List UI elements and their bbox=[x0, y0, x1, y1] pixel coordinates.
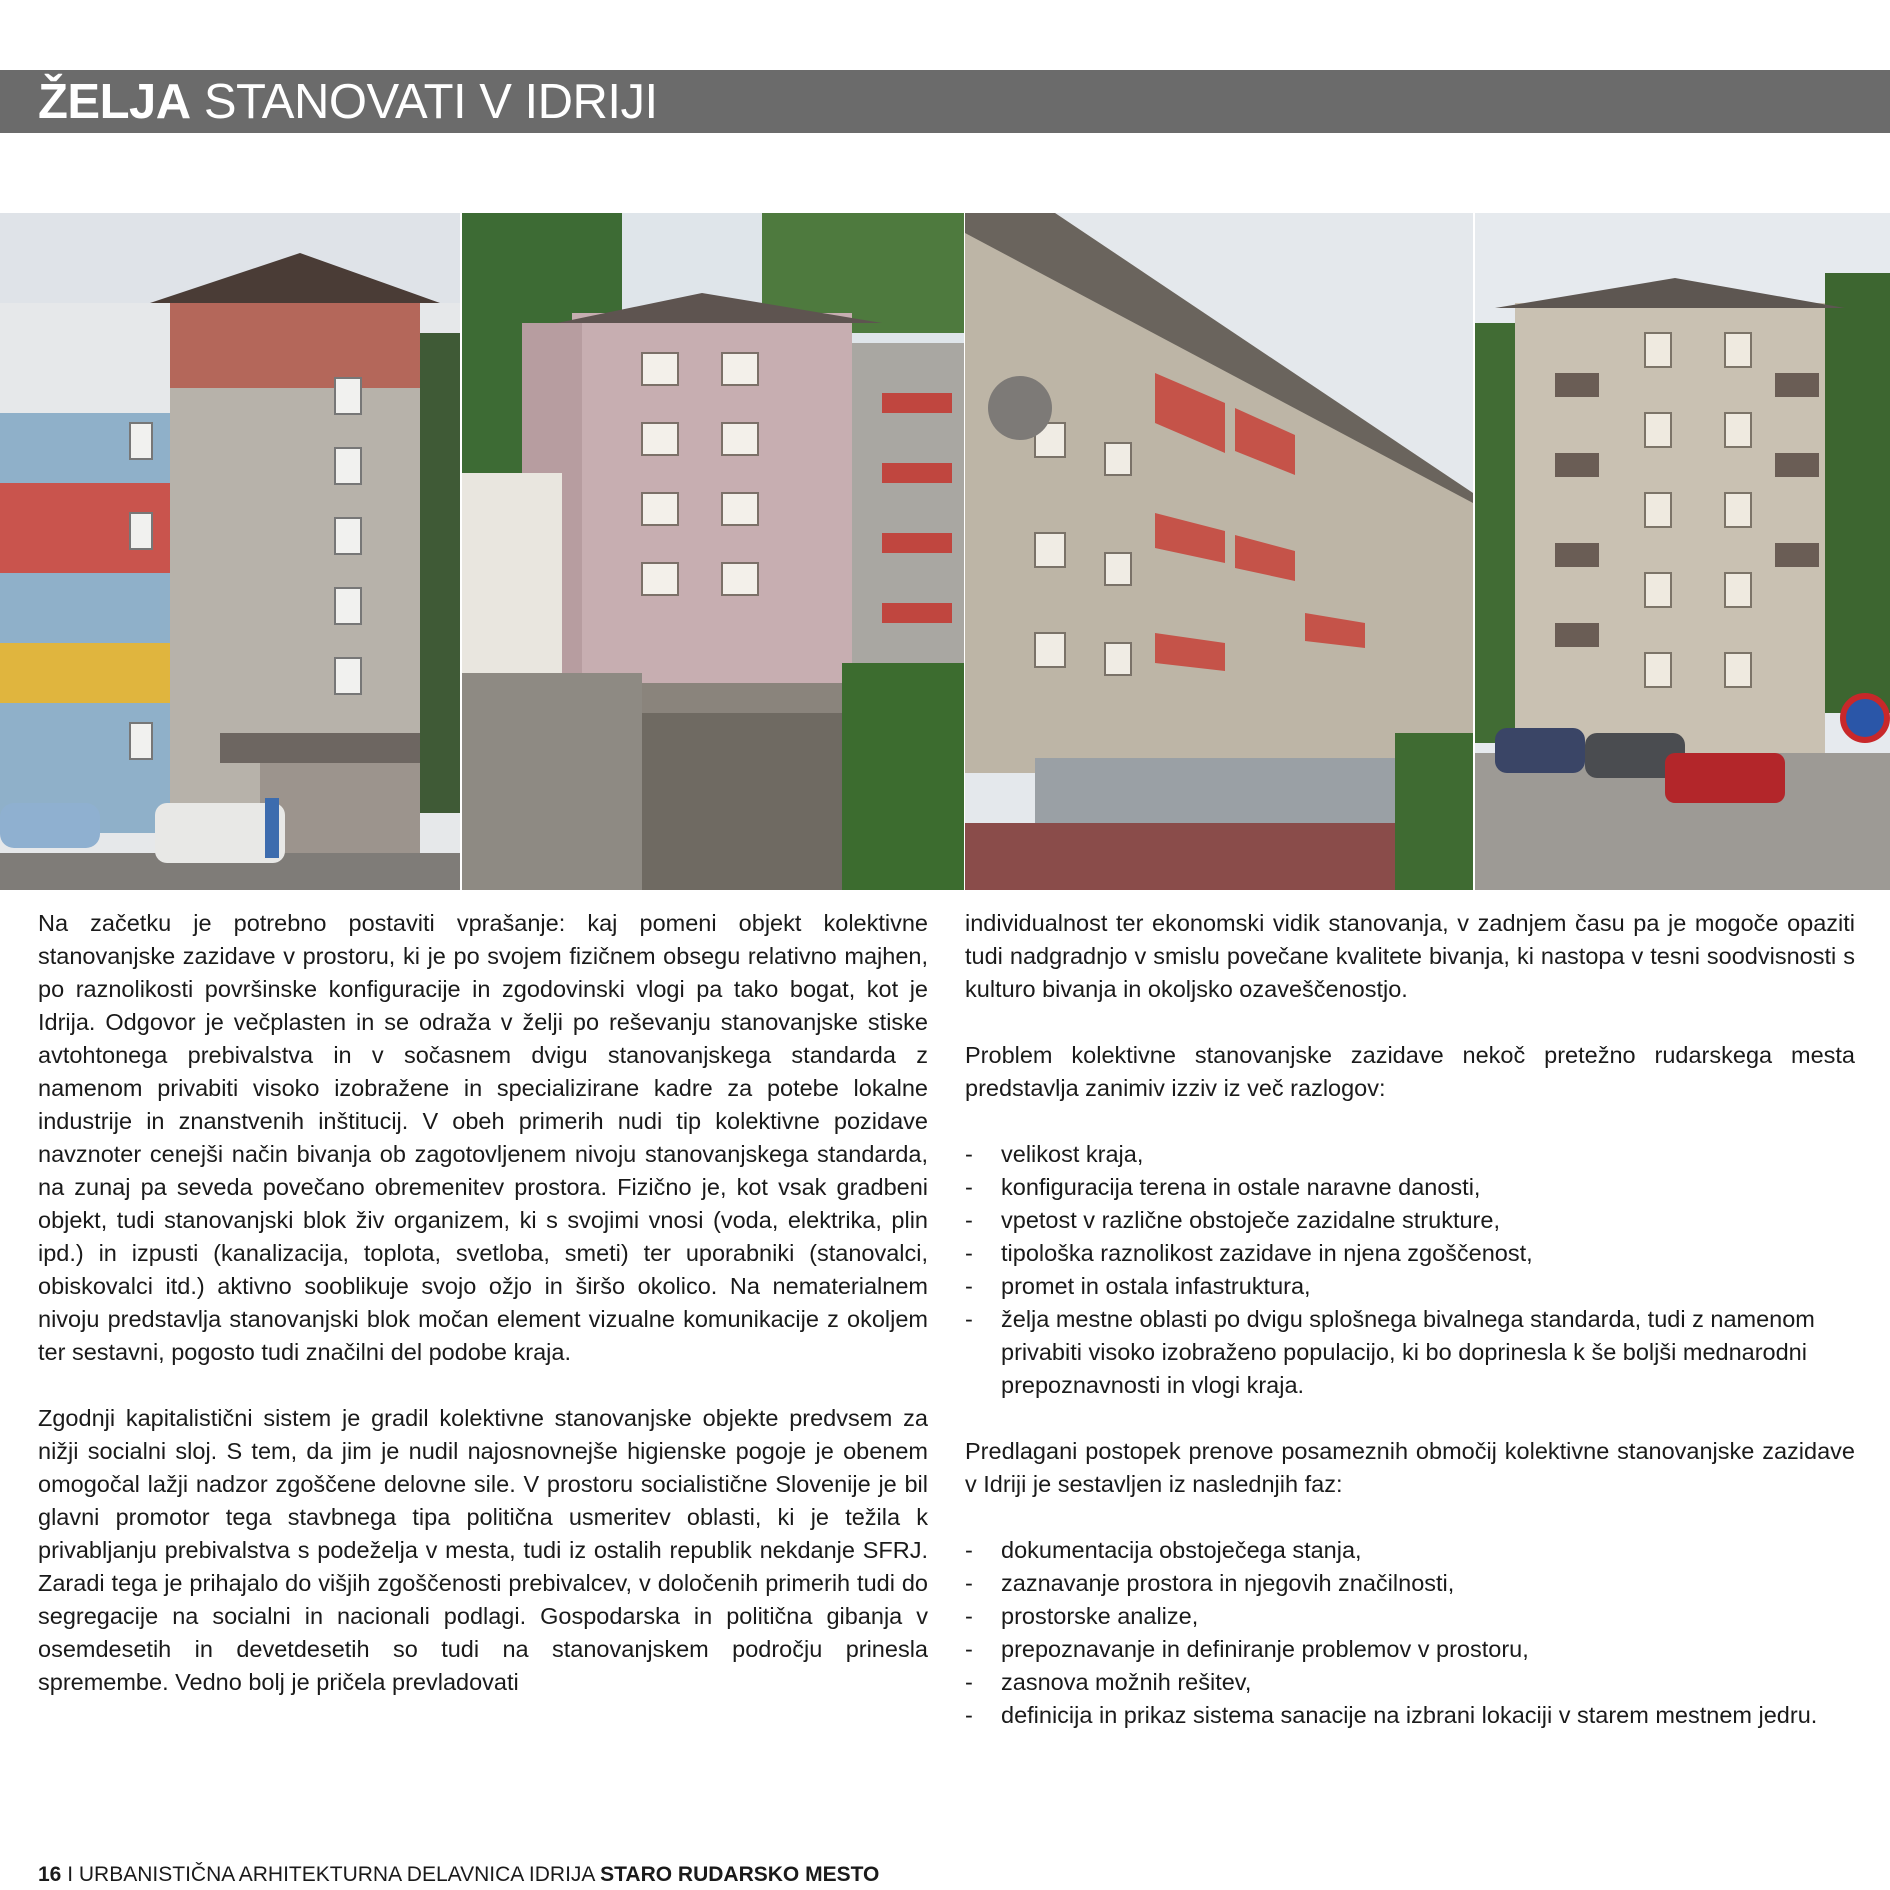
list-item: - konfiguracija terena in ostale naravne danosti, bbox=[965, 1174, 1481, 1200]
title-bold: ŽELJA bbox=[38, 75, 191, 129]
list-item: - promet in ostala infastruktura, bbox=[965, 1273, 1311, 1299]
footer-separator: I bbox=[67, 1863, 74, 1886]
reasons-list bbox=[965, 1138, 1855, 1402]
list-item: - velikost kraja, bbox=[965, 1141, 1144, 1167]
paragraph-intro: Na začetku je potrebno postaviti vprašanje: kaj pomeni objekt kolektivne stanovanjske zazidave v prostoru, ki je po svojem fizičnem obsegu relativno majhen, po raznolikosti površinske konfiguracije in zgodovinski vlogi pa tako bogat, kot je Idrija. Odgovor je večplasten in se odraža v želji po reševanju stanovanjske stiske avtohtonega prebivalstva in v sočasnem dvigu stanovanjskega standarda z namenom privabiti visoko izobražene in specializirane kadre za potebe lokalne industrije in znanstvenih inštitucij. V obeh primerih nudi tip kolektivne pozidave navznoter cenejši način bivanja ob zagotovljenem nivoju stanovanjskega standarda, na zunaj pa seveda povečano obremenitev prostora. Fizično je, kot vsak gradbeni objekt, tudi stanovanjski blok živ organizem, ki s svojimi vnosi (voda, elektrika, plin ipd.) in izpusti (kanalizacija, toplota, svetloba, smeti) ter uporabniki (stanovalci, obiskovalci itd.) aktivno sooblikuje svojo ožjo in širšo okolico. Na nematerialnem nivoju predstavlja stanovanjski blok močan element vizualne komunikacije z okoljem ter sestavni, pogosto tudi značilni del podobe kraja. bbox=[38, 910, 928, 1365]
list-item: - tipološka raznolikost zazidave in njena zgoščenost, bbox=[965, 1240, 1533, 1266]
photo-residential-block-1 bbox=[0, 213, 460, 890]
list-item: - zasnova možnih rešitev, bbox=[965, 1669, 1252, 1695]
page-footer bbox=[38, 1863, 879, 1887]
footer-workshop: URBANISTIČNA ARHITEKTURNA DELAVNICA IDRIJA bbox=[78, 1863, 595, 1886]
photo-residential-block-2 bbox=[462, 213, 964, 890]
footer-title: STARO RUDARSKO MESTO bbox=[600, 1863, 880, 1886]
title-bar bbox=[0, 70, 1890, 133]
photo-strip bbox=[0, 213, 1890, 890]
left-column bbox=[38, 907, 928, 1699]
list-item: - prepoznavanje in definiranje problemov v prostoru, bbox=[965, 1636, 1529, 1662]
photo-residential-block-3 bbox=[965, 213, 1473, 890]
list-item: - dokumentacija obstoječega stanja, bbox=[965, 1537, 1362, 1563]
paragraph-continued: individualnost ter ekonomski vidik stanovanja, v zadnjem času pa je mogoče opaziti tudi nadgradnjo v smislu povečane kvalitete bivanja, ki nastopa v tesni soodvisnosti s kulturo bivanja in okoljsko ozaveščenostjo. bbox=[965, 910, 1855, 1002]
page-number: 16 bbox=[38, 1863, 62, 1886]
photo-residential-block-4 bbox=[1475, 213, 1890, 890]
paragraph-problem: Problem kolektivne stanovanjske zazidave nekoč pretežno rudarskega mesta predstavlja zanimiv izziv iz več razlogov: bbox=[965, 1042, 1855, 1101]
list-item: - prostorske analize, bbox=[965, 1603, 1199, 1629]
list-item: - definicija in prikaz sistema sanacije na izbrani lokaciji v starem mestnem jedru. bbox=[965, 1702, 1818, 1728]
right-column bbox=[965, 907, 1855, 1732]
paragraph-history: Zgodnji kapitalistični sistem je gradil kolektivne stanovanjske objekte predvsem za nižji socialni sloj. S tem, da jim je nudil najosnovnejše higienske pogoje je obenem omogočal lažji nadzor zgoščene delovne sile. V prostoru socialistične Slovenije je bil glavni promotor tega stavbnega tipa politična usmeritev oblasti, ki je težila k privabljanju prebivalstva s podeželja v mesta, tudi iz ostalih republik nekdanje SFRJ. Zaradi tega je prihajalo do višjih zgoščenosti prebivalcev, v določenih primerih tudi do segregacije na socialni in nacionali podlagi. Gospodarska in politična gibanja v osemdesetih in devetdesetih so tudi na stanovanjskem področju prinesla spremembe. Vedno bolj je pričela prevladovati bbox=[38, 1405, 928, 1695]
list-item: - vpetost v različne obstoječe zazidalne strukture, bbox=[965, 1207, 1500, 1233]
paragraph-procedure: Predlagani postopek prenove posameznih območij kolektivne stanovanjske zazidave v Idriji je sestavljen iz naslednjih faz: bbox=[965, 1438, 1855, 1497]
list-item: - zaznavanje prostora in njegovih značilnosti, bbox=[965, 1570, 1455, 1596]
title-rest: STANOVATI V IDRIJI bbox=[203, 75, 658, 129]
list-item: - želja mestne oblasti po dvigu splošnega bivalnega standarda, tudi z namenom privabiti visoko izobraženo populacijo, ki bo doprinesla k še boljši mednarodni prepoznavnosti in vlogi kraja. bbox=[965, 1306, 1815, 1398]
phases-list bbox=[965, 1534, 1855, 1732]
page-title bbox=[38, 76, 658, 128]
